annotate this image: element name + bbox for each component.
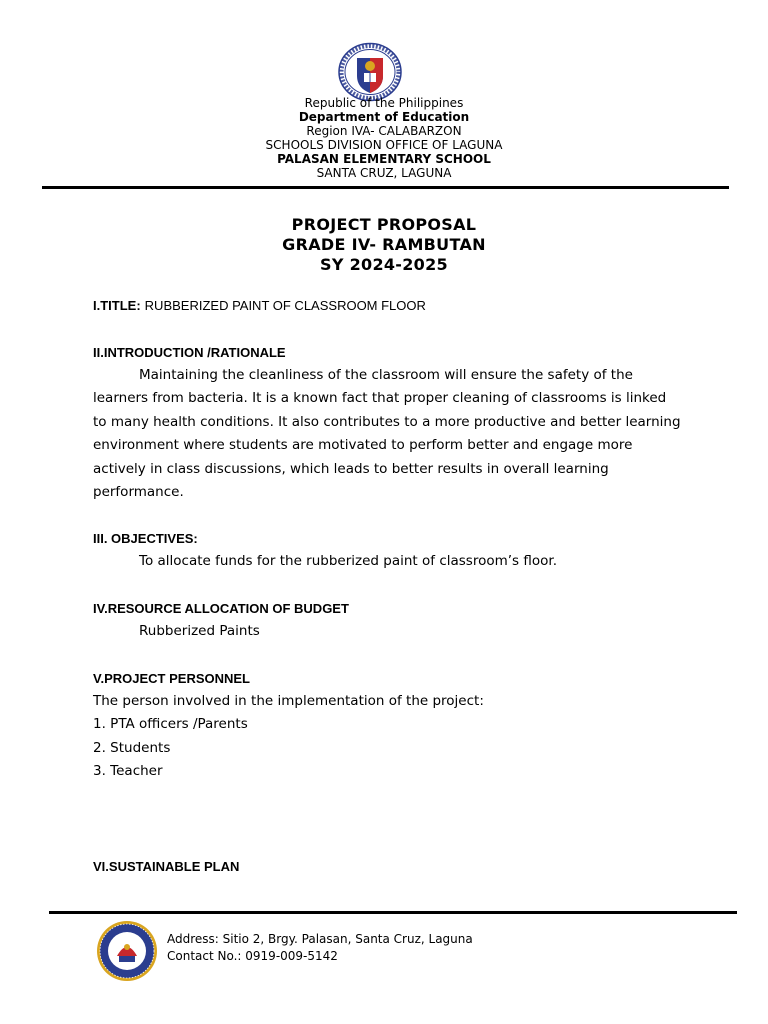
letterhead-republic: Republic of the Philippines [304,96,464,110]
deped-seal-logo [337,42,403,102]
section-objectives [93,530,683,573]
footer-contact [167,931,473,965]
section-title [93,296,683,316]
letterhead-school: PALASAN ELEMENTARY SCHOOL [277,152,491,166]
personnel-intro: The person involved in the implementation of the project: [93,693,484,709]
section-budget [93,600,683,643]
letterhead-region: Region IVA- CALABARZON [306,124,462,138]
personnel-heading: V.PROJECT PERSONNEL [93,671,251,686]
letterhead-department: Department of Education [298,110,470,124]
letterhead-division: SCHOOLS DIVISION OFFICE OF LAGUNA [265,138,503,152]
header-divider [42,186,729,189]
proposal-title-block [0,215,768,275]
personnel-item: 1. PTA officers /Parents [93,716,248,733]
budget-heading: IV.RESOURCE ALLOCATION OF BUDGET [93,601,349,616]
section-personnel [93,670,683,784]
footer-address: Address: Sitio 2, Brgy. Palasan, Santa Cruz, Laguna [167,932,473,946]
introduction-body: Maintaining the cleanliness of the classroom will ensure the safety of the learners from bacteria. It is a known fact that proper cleaning of classrooms is linked to many health conditions. It also contributes to a more productive and better learning environment where students are motivated to perform better and engage more actively in class discussions, which leads to better results in overall learning performance. [93,367,681,501]
letterhead-location: SANTA CRUZ, LAGUNA [316,166,452,180]
school-seal-logo [95,920,159,982]
personnel-item: 2. Students [93,739,171,756]
objectives-body: To allocate funds for the rubberized paint of classroom’s floor. [139,553,557,569]
proposal-title: PROJECT PROPOSAL [291,215,477,234]
objectives-heading: III. OBJECTIVES: [93,531,198,546]
sustainable-plan-heading: VI.SUSTAINABLE PLAN [93,859,240,874]
introduction-heading: II.INTRODUCTION /RATIONALE [93,345,286,360]
section-title-label: I.TITLE: [93,298,141,313]
proposal-grade: GRADE IV- RAMBUTAN [282,235,486,254]
footer-contact-number: Contact No.: 0919-009-5142 [167,949,338,963]
budget-body: Rubberized Paints [139,623,260,639]
letterhead [0,96,768,180]
personnel-item: 3. Teacher [93,763,163,780]
section-introduction [93,344,683,504]
section-sustainable-plan [93,858,683,876]
footer-divider [49,911,737,914]
proposal-school-year: SY 2024-2025 [320,255,448,274]
section-title-value: RUBBERIZED PAINT OF CLASSROOM FLOOR [144,298,426,313]
